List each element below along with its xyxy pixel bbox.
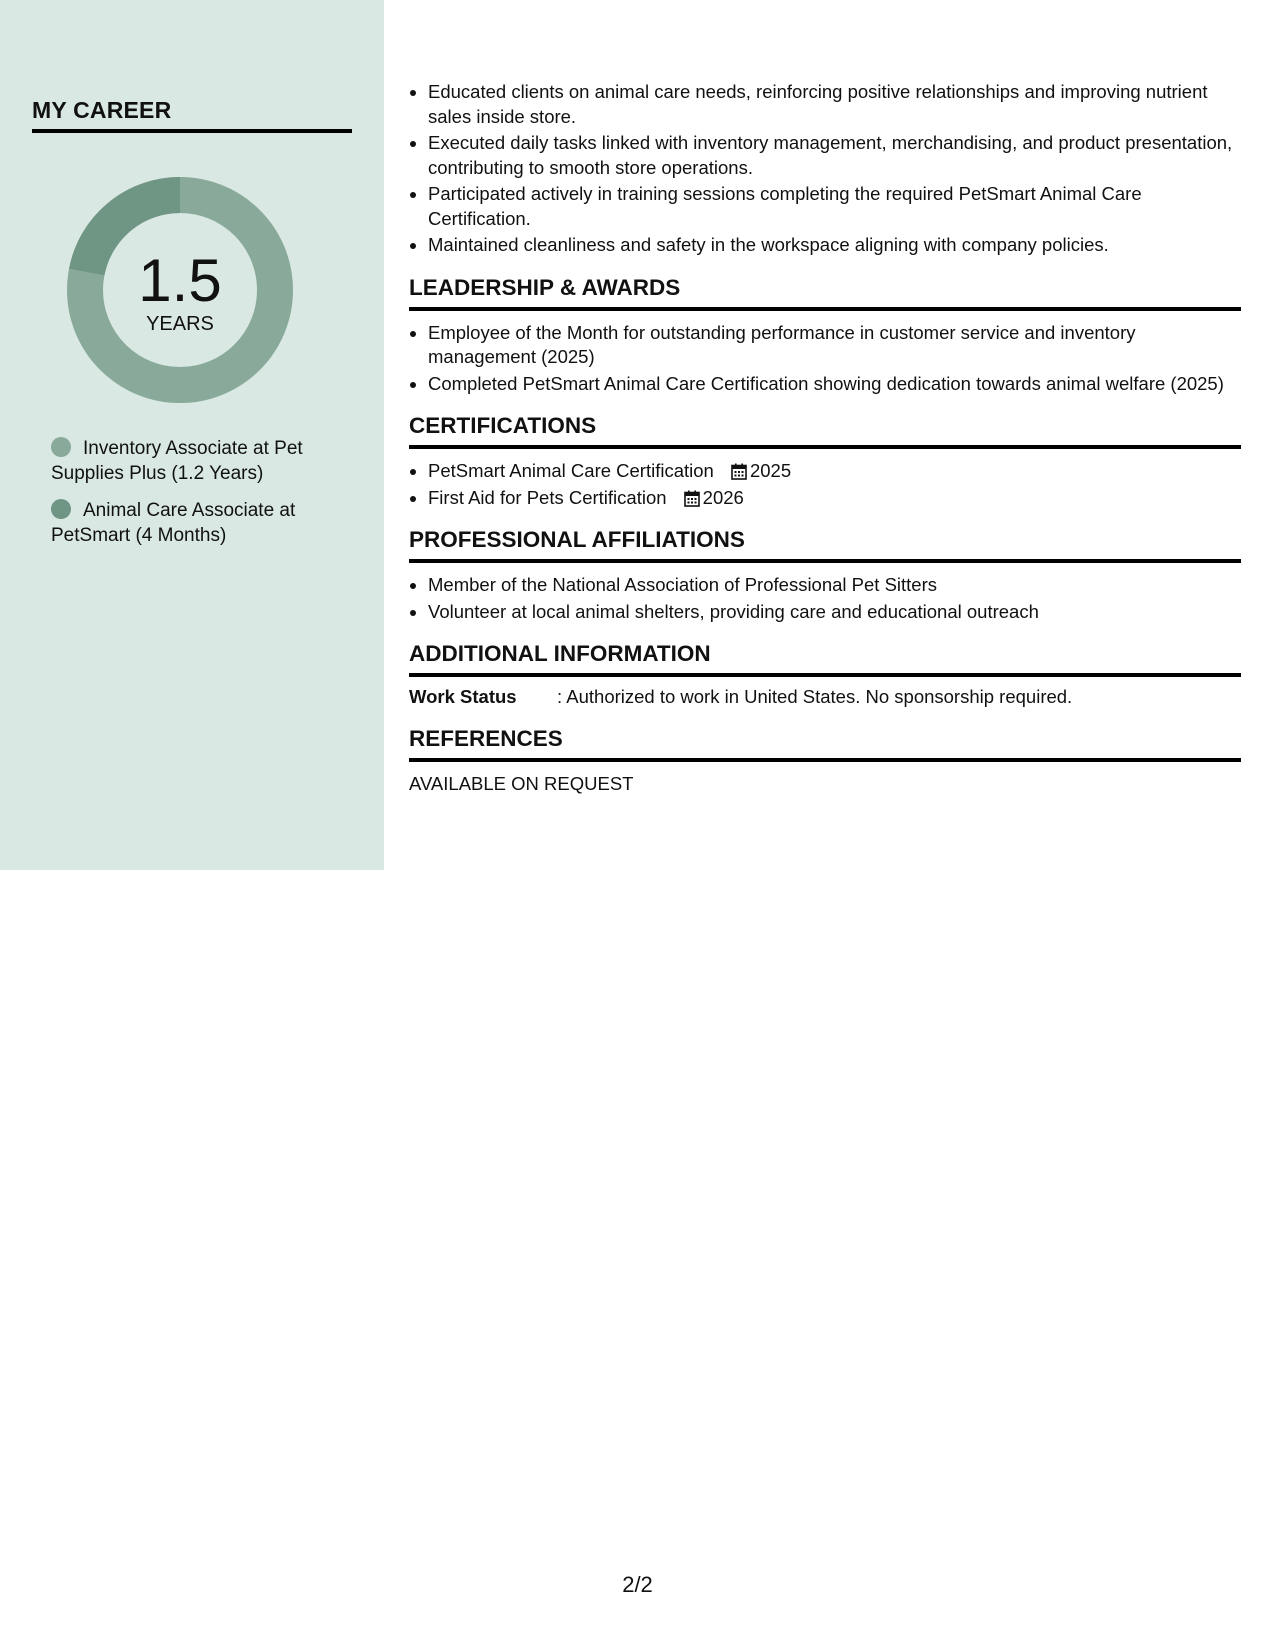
experience-bullet: • Executed daily tasks linked with inventory management, merchandising, and product presentation, contributing to smooth store operations. [428, 131, 1241, 180]
references-title: REFERENCES [409, 725, 1241, 762]
leadership-title: LEADERSHIP & AWARDS [409, 274, 1241, 311]
certification-item [428, 486, 1241, 511]
experience-bullet: • Participated actively in training sessions completing the required PetSmart Animal Care Certification. [428, 182, 1241, 231]
affiliation-item: • Member of the National Association of Professional Pet Sitters [428, 573, 1241, 598]
certifications-list [409, 459, 1241, 510]
affiliations-list [409, 573, 1241, 624]
calendar-icon [684, 490, 700, 507]
affiliation-item: • Volunteer at local animal shelters, providing care and educational outreach [428, 600, 1241, 625]
additional-info-section [409, 640, 1241, 709]
legend-dot [51, 437, 71, 457]
additional-info-title: ADDITIONAL INFORMATION [409, 640, 1241, 677]
work-status-row [409, 685, 1241, 709]
legend-label: Animal Care Associate at PetSmart (4 Months) [51, 500, 296, 546]
leadership-list [409, 321, 1241, 397]
career-title-rule [32, 129, 352, 133]
leadership-section [409, 274, 1241, 397]
experience-bullet: • Educated clients on animal care needs, reinforcing positive relationships and improving nutrient sales inside store. [428, 80, 1241, 129]
certification-name: PetSmart Animal Care Certification [428, 460, 714, 481]
legend-item [51, 436, 331, 486]
certification-item [428, 459, 1241, 484]
work-status-label: Work Status [409, 686, 517, 707]
career-sidebar [0, 0, 384, 870]
certification-year: 2026 [702, 486, 744, 508]
experience-bullet: • Maintained cleanliness and safety in the workspace aligning with company policies. [428, 233, 1241, 258]
calendar-icon [731, 463, 747, 480]
experience-bullets [409, 80, 1241, 258]
leadership-item: • Completed PetSmart Animal Care Certification showing dedication towards animal welfare (2025) [428, 372, 1241, 397]
affiliations-title: PROFESSIONAL AFFILIATIONS [409, 526, 1241, 563]
leadership-item: • Employee of the Month for outstanding performance in customer service and inventory management (2025) [428, 321, 1241, 370]
references-text: AVAILABLE ON REQUEST [409, 773, 634, 794]
career-legend [51, 436, 331, 560]
work-status-value: : Authorized to work in United States. No sponsorship required. [557, 686, 1073, 707]
affiliations-section [409, 526, 1241, 624]
certification-name: First Aid for Pets Certification [428, 486, 667, 508]
donut-value: 1.5 [138, 247, 222, 314]
legend-label: Inventory Associate at Pet Supplies Plus (1.2 Years) [51, 438, 303, 484]
certification-year: 2025 [749, 460, 792, 481]
certifications-title: CERTIFICATIONS [409, 412, 1241, 449]
legend-dot [51, 499, 71, 519]
resume-main [409, 80, 1241, 796]
certifications-section [409, 412, 1241, 510]
legend-item [51, 498, 331, 548]
page-number: 2/2 [622, 1572, 653, 1597]
references-section [409, 725, 1241, 796]
career-donut-chart [67, 177, 293, 403]
career-title: MY CAREER [32, 97, 172, 123]
donut-unit: YEARS [146, 313, 214, 335]
